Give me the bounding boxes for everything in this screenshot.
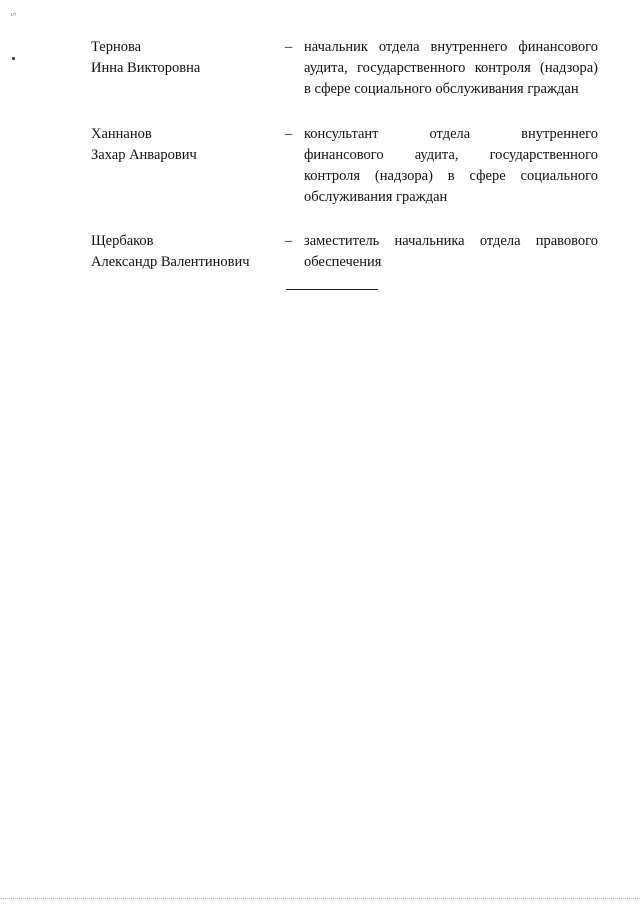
person-name (91, 231, 276, 273)
position-line: консультант отдела внутреннего (304, 126, 598, 142)
position-line: аудита, государственного контроля (надзора) (304, 60, 598, 76)
position-line: обеспечения (304, 254, 382, 270)
surname: Щербаков (91, 233, 154, 249)
position-line: заместитель начальника отдела правового (304, 233, 598, 249)
scan-speck (12, 57, 15, 60)
position-title (304, 124, 598, 208)
position-line: начальник отдела внутреннего финансового (304, 39, 598, 55)
person-name (91, 124, 276, 166)
person-name (91, 37, 276, 79)
separator-dash: – (285, 233, 293, 249)
given-names: Александр Валентинович (91, 254, 250, 270)
surname: Ханнанов (91, 126, 152, 142)
end-of-list-rule (286, 289, 378, 290)
position-title (304, 37, 598, 100)
position-line: контроля (надзора) в сфере социального (304, 168, 598, 184)
scan-bottom-edge (0, 898, 640, 899)
position-line: финансового аудита, государственного (304, 147, 598, 163)
position-line: обслуживания граждан (304, 189, 448, 205)
position-line: в сфере социального обслуживания граждан (304, 81, 579, 97)
given-names: Захар Анварович (91, 147, 197, 163)
separator-dash: – (285, 126, 293, 142)
page-number: 5 (10, 12, 18, 16)
separator-dash: – (285, 39, 293, 55)
given-names: Инна Викторовна (91, 60, 201, 76)
position-title (304, 231, 598, 273)
surname: Тернова (91, 39, 142, 55)
